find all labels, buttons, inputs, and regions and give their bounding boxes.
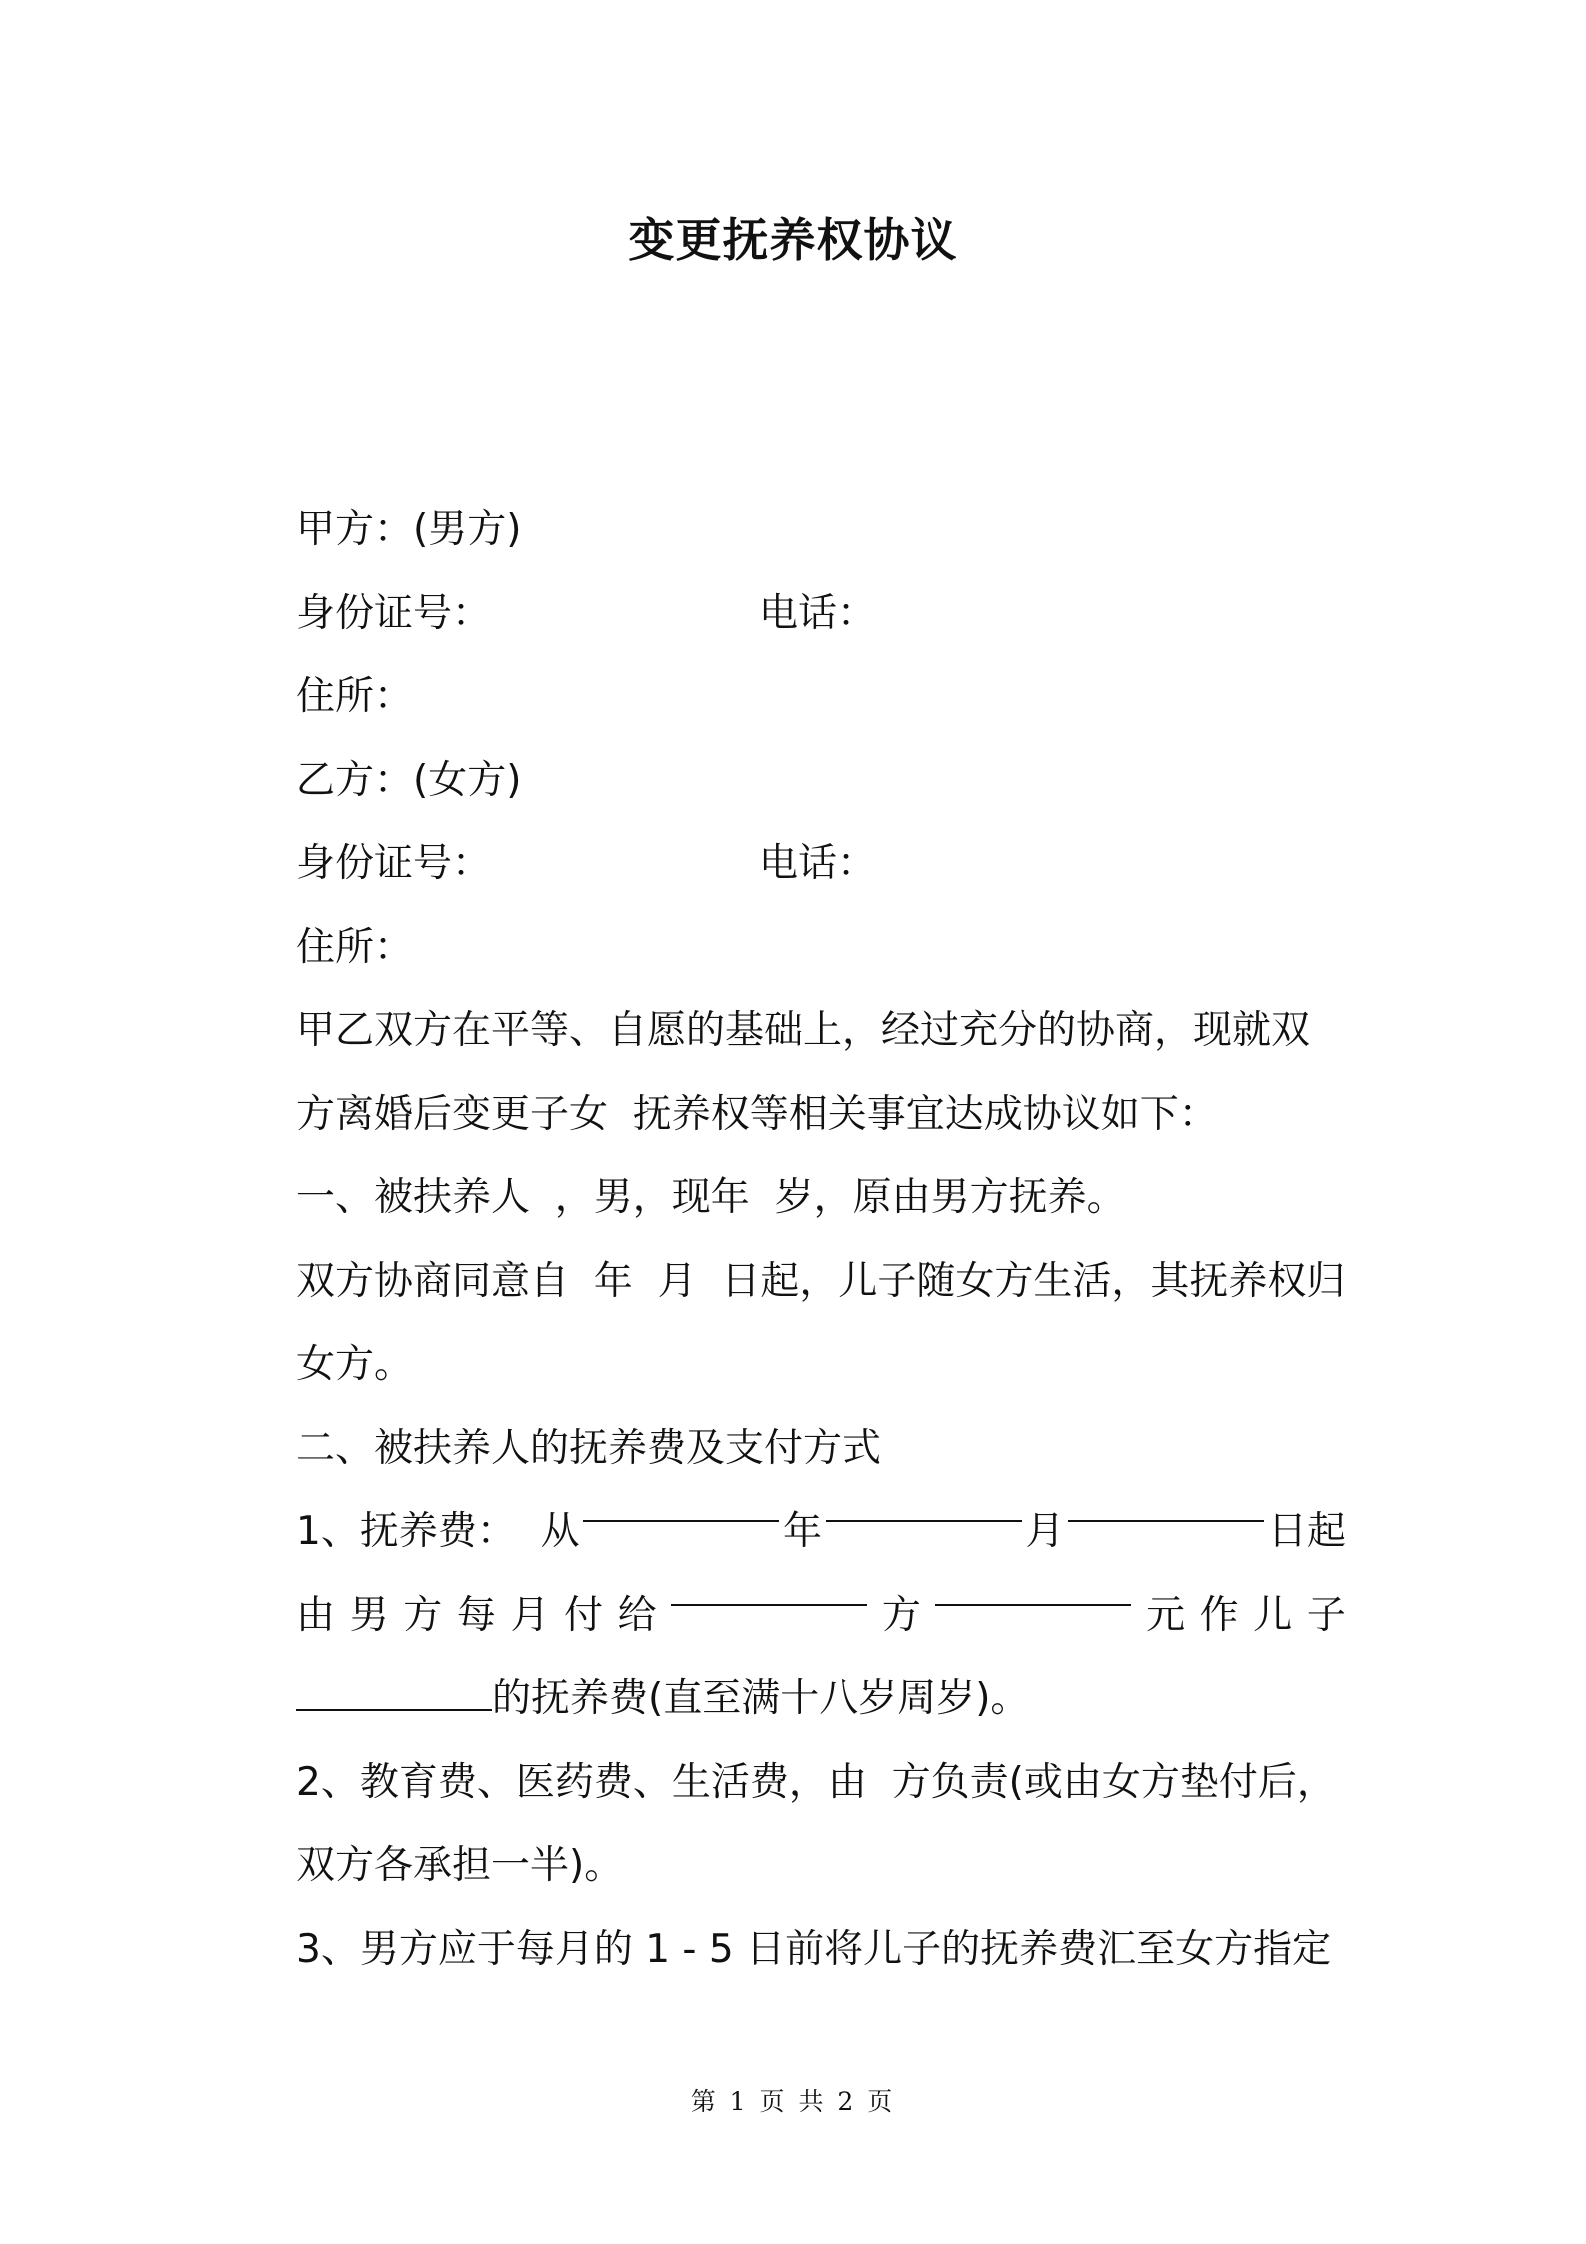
fee-month-blank — [826, 1490, 1022, 1522]
item2-line-1: 2、教育费、医药费、生活费，由 方负责(或由女方垫付后， — [296, 1759, 1336, 1805]
fee-word: 子 — [1306, 1592, 1346, 1638]
party-a-phone-label: 电话： — [759, 590, 877, 636]
fee-payer-blank — [671, 1574, 867, 1606]
intro-line-1: 甲乙双方在平等、自愿的基础上，经过充分的协商，现就双 — [296, 1008, 1311, 1053]
fee-line-1 — [296, 1490, 1346, 1574]
fee-word: 儿 — [1253, 1592, 1293, 1638]
party-b-label: 乙方：(女方) — [296, 757, 522, 803]
fee-word: 方 — [403, 1592, 443, 1638]
section1-line-2: 双方协商同意自 年 月 日起，儿子随女方生活，其抚养权归 — [296, 1258, 1346, 1304]
fee-word: 月 — [510, 1592, 550, 1638]
fee-word: 由 — [296, 1592, 336, 1638]
fee-month-label: 月 — [1025, 1509, 1065, 1554]
party-b-phone-label: 电话： — [759, 841, 877, 886]
fee-child-blank — [296, 1679, 492, 1711]
party-a-address-label: 住所： — [296, 674, 414, 719]
section1-line-3: 女方。 — [296, 1342, 414, 1387]
party-b-id-label: 身份证号： — [296, 841, 492, 886]
fee-word: 男 — [349, 1592, 389, 1638]
party-b-address-label: 住所： — [296, 924, 414, 970]
page-footer: 第 1 页 共 2 页 — [690, 2087, 896, 2116]
section2-heading: 二、被扶养人的抚养费及支付方式 — [296, 1425, 882, 1471]
fee-line-3 — [296, 1657, 1346, 1741]
party-a-id-row — [296, 572, 1346, 656]
document-title: 变更抚养权协议 — [628, 213, 958, 267]
document-body — [296, 488, 1346, 1991]
fee-tail: 的抚养费(直至满十八岁周岁)。 — [492, 1676, 1030, 1721]
intro-line-2: 方离婚后变更子女 抚养权等相关事宜达成协议如下： — [296, 1091, 1218, 1137]
fee-amount-blank — [935, 1574, 1131, 1606]
fee-word: 元 — [1146, 1592, 1186, 1638]
fee-line-2 — [296, 1574, 1346, 1658]
item2-line-2: 双方各承担一半)。 — [296, 1843, 624, 1888]
fee-prefix: 1、抚养费： 从 — [296, 1509, 580, 1554]
fee-word: 给 — [617, 1592, 657, 1638]
fee-day-blank — [1068, 1490, 1264, 1522]
party-b-id-row — [296, 822, 1346, 906]
fee-year-blank — [583, 1490, 779, 1522]
fee-word: 每 — [456, 1592, 496, 1638]
fee-start-label: 日起 — [1267, 1509, 1346, 1554]
fee-fang-label: 方 — [881, 1592, 921, 1638]
fee-word: 作 — [1199, 1592, 1239, 1638]
fee-word: 付 — [564, 1592, 604, 1638]
party-a-label: 甲方：(男方) — [296, 507, 522, 552]
party-a-id-label: 身份证号： — [296, 590, 492, 636]
fee-year-label: 年 — [783, 1509, 823, 1554]
item3-line-1: 3、男方应于每月的 1 - 5 日前将儿子的抚养费汇至女方指定 — [296, 1926, 1332, 1972]
section1-line-1: 一、被扶养人 ，男，现年 岁，原由男方抚养。 — [296, 1175, 1126, 1220]
